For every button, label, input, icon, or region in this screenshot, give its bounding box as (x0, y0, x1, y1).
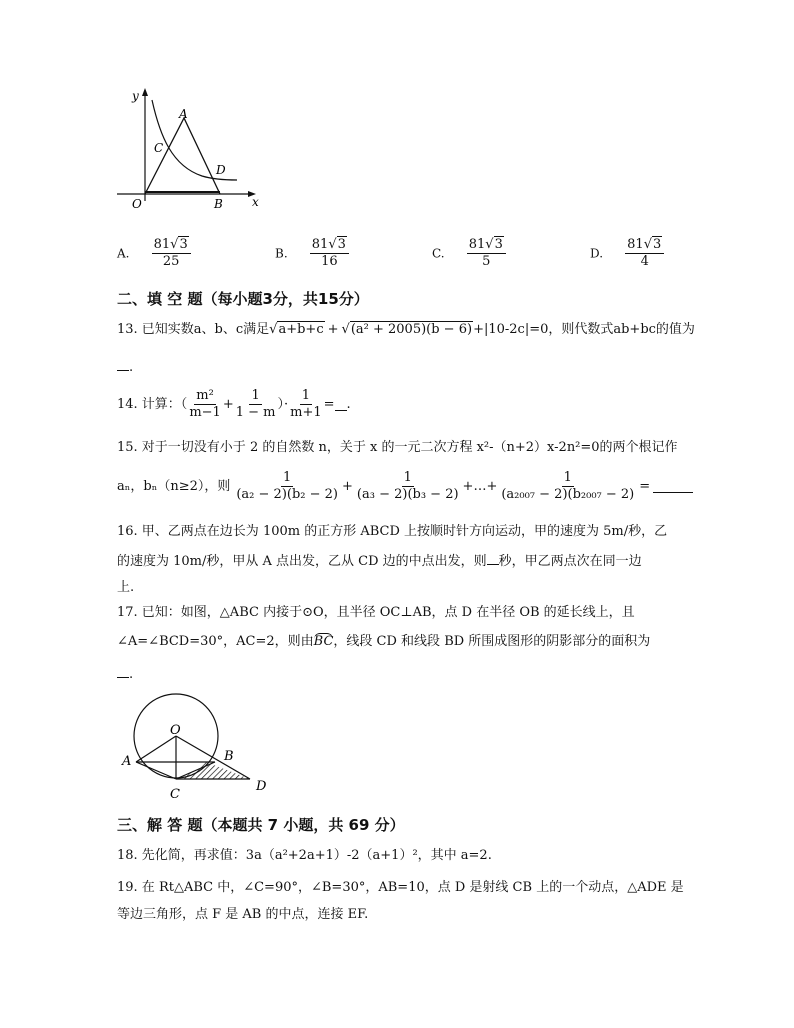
label-C2: C (170, 787, 180, 802)
answer-blank[interactable] (117, 358, 129, 371)
circle-diagram (118, 692, 288, 804)
question-13-answer-line: . (117, 358, 133, 376)
label-B: B (214, 197, 223, 211)
section-3-heading: 三、解 答 题（本题共 7 小题，共 69 分） (117, 816, 405, 834)
question-17-line1: 17. 已知：如图，△ABC 内接于⊙O，且半径 OC⊥AB，点 D 在半径 OB 的延长线上，且 (117, 605, 635, 620)
answer-blank[interactable] (487, 552, 499, 565)
shaded-region (182, 762, 250, 779)
question-19-line1: 19. 在 Rt△ABC 中，∠C=90°，∠B=30°，AB=10，点 D 是射线 CB 上的一个动点，△ADE 是 (117, 880, 684, 895)
triangle-OAB (145, 118, 220, 194)
label-C: C (154, 141, 164, 155)
label-B2: B (224, 749, 234, 764)
answer-blank[interactable] (335, 398, 347, 411)
label-y: y (132, 89, 139, 103)
question-16-line2: 的速度为 10m/秒，甲从 A 点出发，乙从 CD 边的中点出发，则 秒，甲乙两点次在同一边 (117, 554, 642, 569)
question-19-line2: 等边三角形，点 F 是 AB 的中点，连接 EF. (117, 907, 369, 922)
option-b: B. $\frac{81√3}{16}$ (275, 237, 349, 270)
label-D2: D (256, 779, 267, 794)
label-O: O (132, 197, 142, 211)
label-A2: A (122, 754, 132, 769)
segment-OA (136, 736, 176, 762)
coordinate-graph (112, 86, 272, 216)
label-D: D (216, 163, 226, 177)
answer-blank[interactable] (653, 480, 693, 493)
answer-blank[interactable] (117, 665, 129, 678)
question-18: 18. 先化简，再求值：3a（a²+2a+1）-2（a+1）²，其中 a=2. (117, 848, 492, 863)
section-2-heading: 二、填 空 题（每小题3分，共15分） (117, 290, 369, 308)
y-axis-arrow (142, 88, 148, 96)
question-17-line2: ∠A=∠BCD=30°，AC=2，则由BC，线段 CD 和线段 BD 所围成图形的阴影部分的面积为 (117, 634, 651, 649)
question-14: 14. 计算：（ $\frac{\text{m²}}{m-1}$ + $\frac{1}{1 - m}$ ）· $\frac{1}{m+1}$ = . (117, 388, 351, 420)
question-16-line1: 16. 甲、乙两点在边长为 100m 的正方形 ABCD 上按顺时针方向运动，甲的速度为 5m/秒，乙 (117, 524, 668, 539)
option-d: D. $\frac{81√3}{4}$ (590, 237, 664, 270)
question-16-line3: 上. (117, 580, 135, 595)
question-15-line2: aₙ，bₙ（n≥2），则 $\frac{1}{\text{(a₂ − 2)(b₂ − 2)}}$ + $\frac{1}{\text{(a₃ − 2)(b₃ − 2)}}$ +…+ $\frac{1}{\text{(a₂₀₀₇ − 2)(b₂₀₀₇ − 2)}}$ = (117, 470, 693, 503)
arc-bc: BC (313, 634, 334, 649)
option-c: C. $\frac{81√3}{5}$ (432, 237, 506, 270)
label-A: A (179, 107, 188, 121)
label-O2: O (170, 723, 181, 738)
question-17-line3: . (117, 665, 133, 683)
segment-AC (136, 762, 176, 779)
option-a: A. $\frac{81√3}{25}$ (117, 237, 191, 270)
label-x: x (252, 195, 259, 209)
question-15-line1: 15. 对于一切没有小于 2 的自然数 n，关于 x 的一元二次方程 x²-（n+2）x-2n²=0的两个根记作 (117, 440, 678, 455)
question-13: 13. 已知实数a、b、c满足√a+b+c + √(a² + 2005)(b − 6)+|10-2c|=0，则代数式ab+bc的值为 (117, 322, 695, 337)
